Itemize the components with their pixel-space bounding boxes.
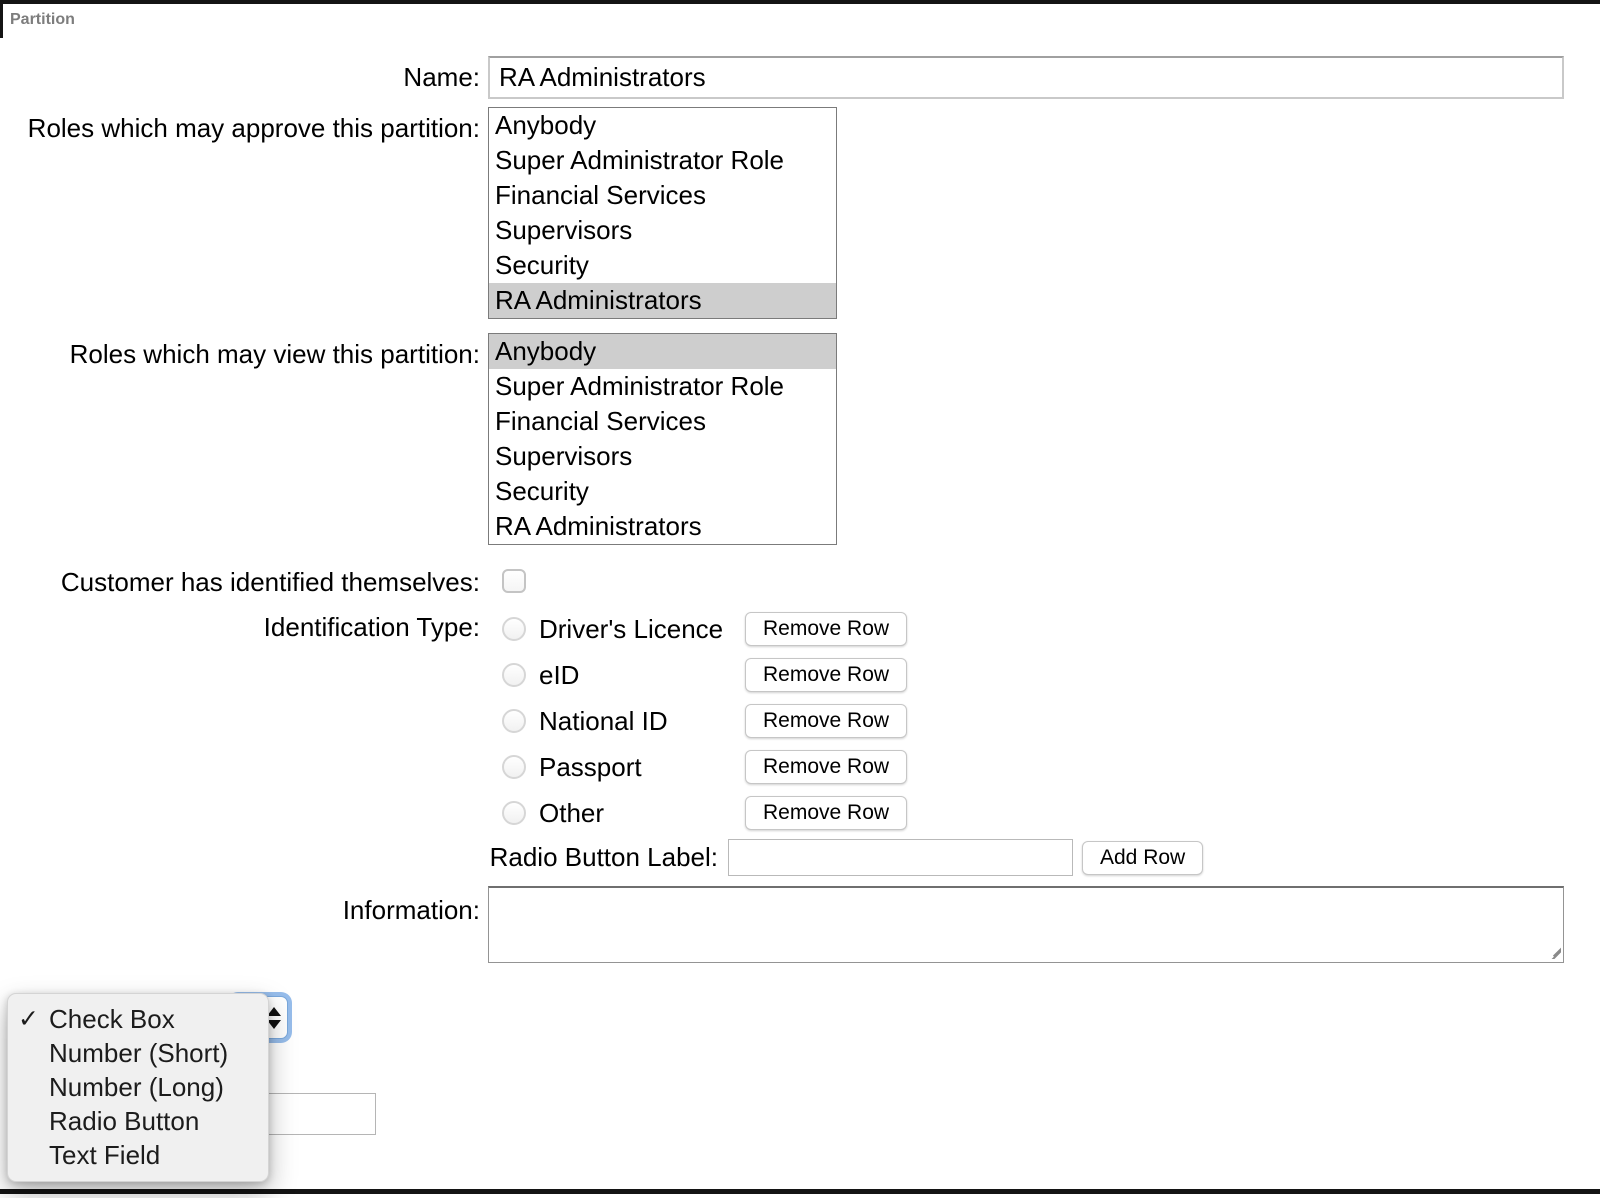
identification-option-label: National ID — [539, 705, 668, 736]
field-type-menu-item[interactable] — [8, 1070, 268, 1104]
identification-option-label: eID — [539, 659, 580, 690]
bottom-border — [0, 1189, 1600, 1194]
role-option[interactable]: Super Administrator Role — [495, 371, 785, 401]
role-option[interactable]: RA Administrators — [489, 283, 836, 318]
radio-button[interactable] — [502, 709, 526, 733]
approve-roles-row — [0, 107, 1600, 319]
add-row-line — [488, 839, 1600, 876]
identification-option-label: Other — [539, 797, 605, 828]
menu-item-label: Number (Long) — [49, 1071, 224, 1102]
menu-item-label: Radio Button — [49, 1105, 200, 1136]
menu-item-label: Check Box — [49, 1003, 175, 1034]
add-row-button[interactable]: Add Row — [1082, 841, 1203, 875]
role-option[interactable]: Super Administrator Role — [495, 145, 785, 175]
radio-button[interactable] — [502, 663, 526, 687]
role-option[interactable]: Supervisors — [495, 441, 633, 471]
field-type-menu-item[interactable] — [8, 1002, 268, 1036]
information-label: Information: — [342, 895, 480, 925]
identification-type-option-row — [488, 606, 1600, 652]
up-down-arrows-icon — [267, 1007, 281, 1029]
information-textarea[interactable] — [488, 886, 1564, 963]
role-option[interactable]: Security — [495, 250, 589, 280]
role-option[interactable]: Anybody — [489, 334, 836, 369]
field-type-menu-item[interactable] — [8, 1036, 268, 1070]
role-option[interactable]: Anybody — [495, 110, 597, 140]
view-roles-row — [0, 333, 1600, 545]
checkmark-icon: ✓ — [18, 1005, 39, 1033]
remove-row-button[interactable]: Remove Row — [745, 612, 907, 646]
top-border — [0, 0, 1600, 4]
customer-identified-row — [0, 566, 1600, 598]
page-title: Partition — [10, 11, 75, 28]
customer-identified-label: Customer has identified themselves: — [60, 567, 480, 597]
role-option[interactable]: Financial Services — [495, 406, 706, 436]
menu-item-label: Text Field — [49, 1139, 161, 1170]
field-type-menu-item[interactable] — [8, 1104, 268, 1138]
role-option[interactable]: RA Administrators — [495, 511, 702, 541]
remove-row-button[interactable]: Remove Row — [745, 750, 907, 784]
radio-button[interactable] — [502, 801, 526, 825]
information-row — [0, 886, 1600, 963]
approve-roles-label: Roles which may approve this partition: — [27, 113, 480, 143]
resize-grip-icon[interactable] — [1547, 945, 1561, 959]
approve-roles-listbox[interactable] — [488, 107, 837, 319]
remove-row-button[interactable]: Remove Row — [745, 658, 907, 692]
radio-button-label: Radio Button Label: — [489, 842, 718, 872]
identification-type-option-row — [488, 790, 1600, 836]
identification-type-rows — [488, 606, 1600, 836]
field-type-menu — [7, 993, 269, 1182]
left-border-corner — [0, 0, 3, 38]
name-row — [0, 56, 1600, 99]
customer-identified-checkbox[interactable] — [502, 569, 526, 593]
field-type-menu-item[interactable] — [8, 1138, 268, 1172]
identification-type-option-row — [488, 652, 1600, 698]
identification-type-option-row — [488, 698, 1600, 744]
role-option[interactable]: Financial Services — [495, 180, 706, 210]
identification-option-label: Passport — [539, 751, 642, 782]
radio-button[interactable] — [502, 617, 526, 641]
name-label: Name: — [403, 62, 480, 92]
view-roles-listbox[interactable] — [488, 333, 837, 545]
identification-type-label: Identification Type: — [263, 612, 480, 642]
identification-type-option-row — [488, 744, 1600, 790]
radio-button[interactable] — [502, 755, 526, 779]
role-option[interactable]: Supervisors — [495, 215, 633, 245]
bottom-text-input[interactable] — [256, 1093, 376, 1135]
identification-option-label: Driver's Licence — [539, 613, 724, 644]
menu-item-label: Number (Short) — [49, 1037, 229, 1068]
partition-form — [0, 56, 1600, 963]
identification-type-row — [0, 606, 1600, 876]
role-option[interactable]: Security — [495, 476, 589, 506]
view-roles-label: Roles which may view this partition: — [69, 339, 480, 369]
remove-row-button[interactable]: Remove Row — [745, 796, 907, 830]
remove-row-button[interactable]: Remove Row — [745, 704, 907, 738]
radio-button-label-input[interactable] — [728, 839, 1073, 876]
name-input[interactable] — [488, 56, 1564, 99]
